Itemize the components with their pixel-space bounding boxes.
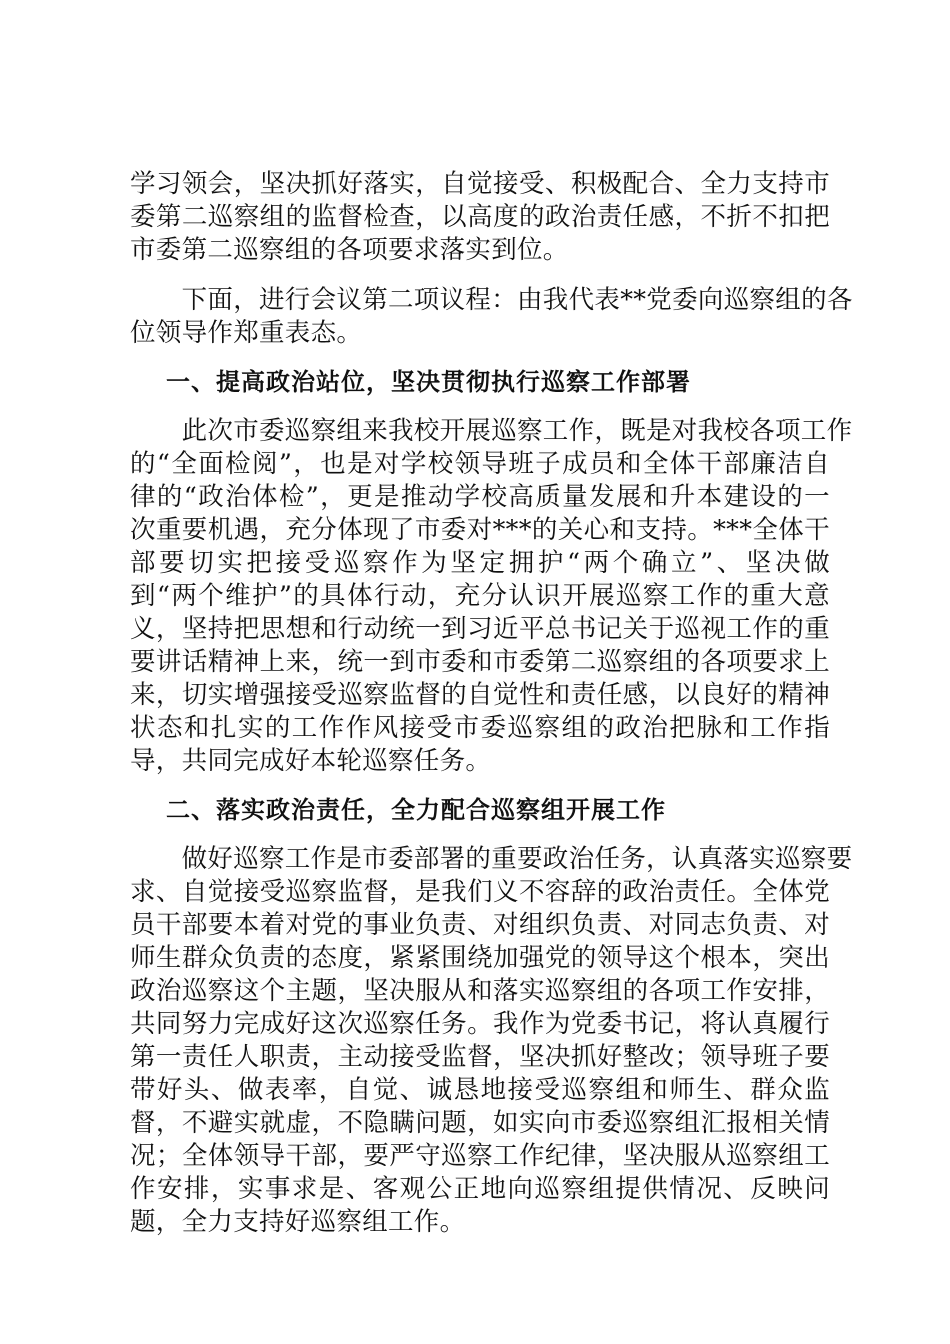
text-line: 求、自觉接受巡察监督，是我们义不容辞的政治责任。全体党	[130, 877, 830, 907]
text-line: 共同努力完成好这次巡察任务。我作为党委书记，将认真履行	[130, 1009, 830, 1039]
text-line: 督，不避实就虚，不隐瞒问题，如实向市委巡察组汇报相关情	[130, 1108, 830, 1138]
text-line: 次重要机遇，充分体现了市委对***的关心和支持。***全体干	[130, 515, 830, 545]
text-line: 题，全力支持好巡察组工作。	[130, 1207, 466, 1237]
text-line: 下面，进行会议第二项议程：由我代表**党委向巡察组的各	[130, 285, 853, 315]
text-line: 位领导作郑重表态。	[130, 318, 363, 348]
text-line: 作安排，实事求是、客观公正地向巡察组提供情况、反映问	[130, 1174, 830, 1204]
text-line: 部要切实把接受巡察作为坚定拥护“两个确立”、坚决做	[130, 548, 830, 578]
text-line: 导，共同完成好本轮巡察任务。	[130, 746, 492, 776]
text-line: 第一责任人职责，主动接受监督，坚决抓好整改；领导班子要	[130, 1042, 830, 1072]
section-heading: 一、提高政治站位，坚决贯彻执行巡察工作部署	[166, 368, 691, 396]
text-line: 委第二巡察组的监督检查，以高度的政治责任感，不折不扣把	[130, 202, 830, 232]
text-line: 来，切实增强接受巡察监督的自觉性和责任感，以良好的精神	[130, 680, 830, 710]
text-line: 带好头、做表率，自觉、诚恳地接受巡察组和师生、群众监	[130, 1075, 830, 1105]
section-heading: 二、落实政治责任，全力配合巡察组开展工作	[166, 796, 666, 824]
text-line: 义，坚持把思想和行动统一到习近平总书记关于巡视工作的重	[130, 614, 830, 644]
text-line: 市委第二巡察组的各项要求落实到位。	[130, 235, 569, 265]
text-line: 况；全体领导干部，要严守巡察工作纪律，坚决服从巡察组工	[130, 1141, 830, 1171]
text-line: 的“全面检阅”，也是对学校领导班子成员和全体干部廉洁自	[130, 449, 830, 479]
text-line: 员干部要本着对党的事业负责、对组织负责、对同志负责、对	[130, 910, 830, 940]
text-line: 到“两个维护”的具体行动，充分认识开展巡察工作的重大意	[130, 581, 830, 611]
text-line: 律的“政治体检”，更是推动学校高质量发展和升本建设的一	[130, 482, 830, 512]
text-line: 学习领会，坚决抓好落实，自觉接受、积极配合、全力支持市	[130, 169, 830, 199]
text-line: 状态和扎实的工作作风接受市委巡察组的政治把脉和工作指	[130, 713, 830, 743]
text-line: 要讲话精神上来，统一到市委和市委第二巡察组的各项要求上	[130, 647, 830, 677]
text-line: 此次市委巡察组来我校开展巡察工作，既是对我校各项工作	[130, 416, 853, 446]
text-line: 政治巡察这个主题，坚决服从和落实巡察组的各项工作安排，	[130, 976, 830, 1006]
text-line: 做好巡察工作是市委部署的重要政治任务，认真落实巡察要	[130, 844, 853, 874]
text-line: 师生群众负责的态度，紧紧围绕加强党的领导这个根本，突出	[130, 943, 830, 973]
